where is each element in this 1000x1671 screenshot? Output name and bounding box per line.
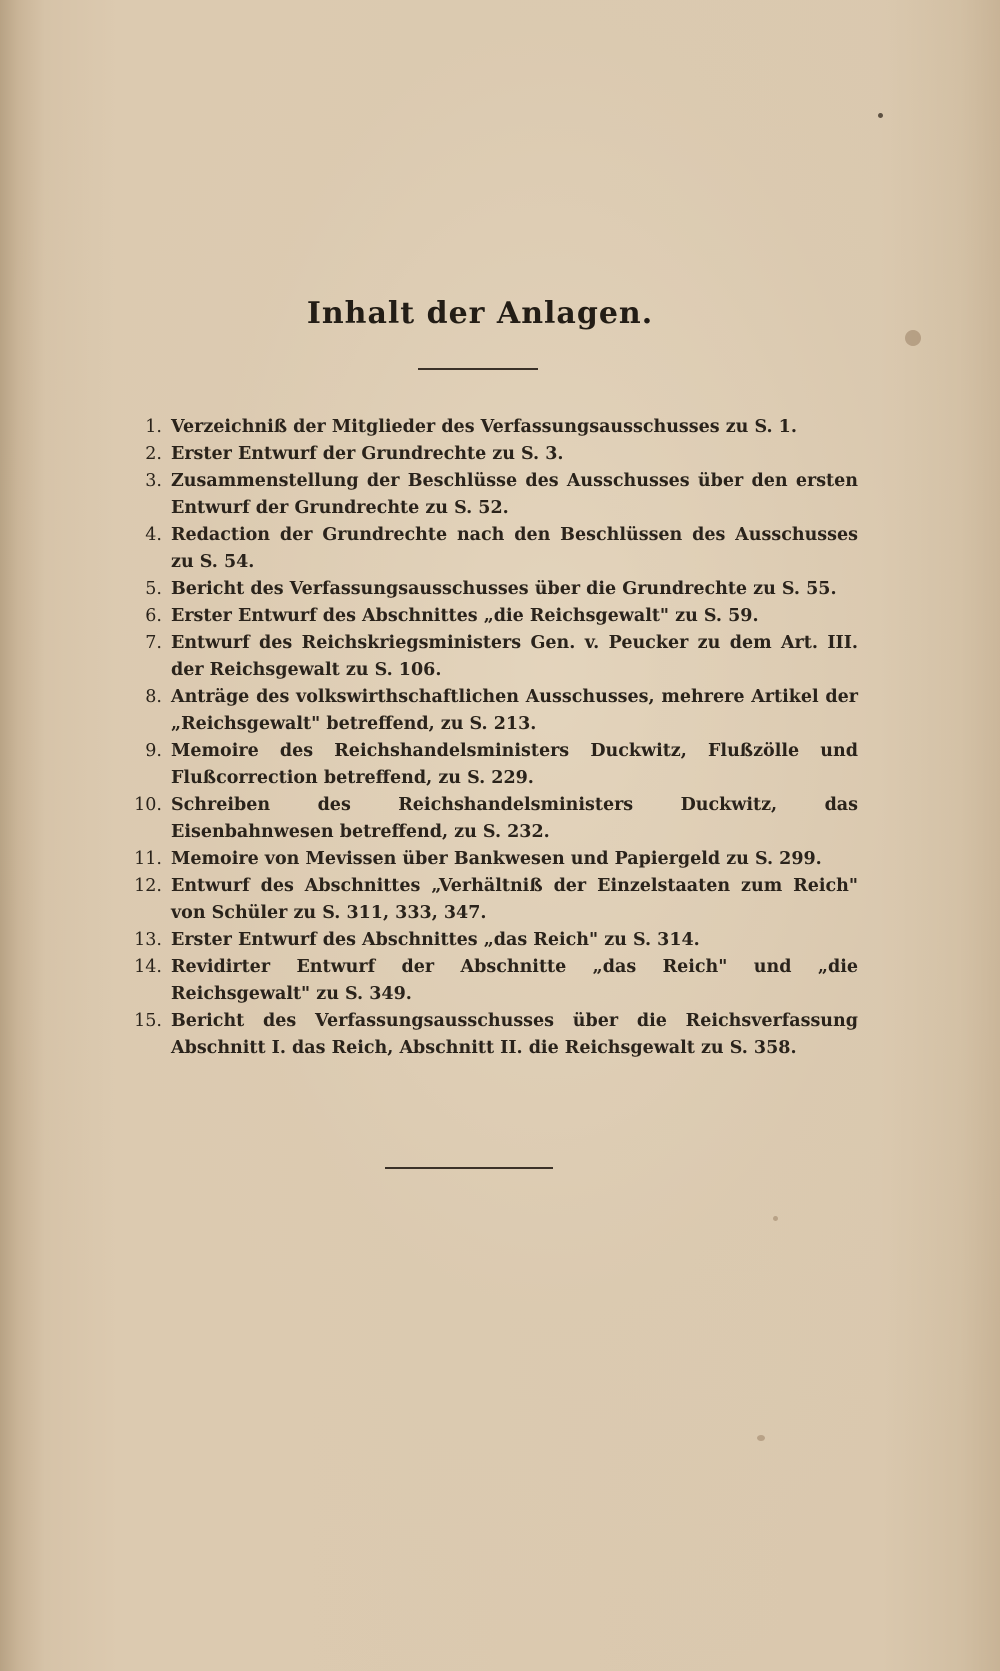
entry-number: 1. [145,417,162,437]
contents-list [118,414,858,1062]
entry-number: 7. [145,633,162,653]
entry-text: Entwurf des Abschnittes „Verhältniß der Einzelstaaten zum Reich" von Schüler zu S. 311, 333, 347. [171,876,858,923]
list-item [118,792,858,846]
entry-number: 14. [134,957,162,977]
entry-number: 11. [134,849,162,869]
entry-number: 15. [134,1011,162,1031]
list-item [118,738,858,792]
list-item [118,603,858,630]
list-item [118,873,858,927]
list-item [118,684,858,738]
entry-number: 6. [145,606,162,626]
entry-number: 4. [145,525,162,545]
entry-text: Anträge des volkswirthschaftlichen Ausschusses, mehrere Artikel der „Reichsgewalt" betreffend, zu S. 213. [171,687,858,734]
entry-text: Bericht des Verfassungsausschusses über die Grundrechte zu S. 55. [171,579,837,599]
closing-divider [385,1167,553,1169]
entry-text: Bericht des Verfassungsausschusses über die Reichsverfassung Abschnitt I. das Reich, Abschnitt II. die Reichsgewalt zu S. 358. [171,1011,858,1058]
stain-mark [773,1216,778,1221]
list-item [118,630,858,684]
entry-text: Memoire des Reichshandelsministers Duckwitz, Flußzölle und Flußcorrection betreffend, zu S. 229. [171,741,858,788]
entry-text: Memoire von Mevissen über Bankwesen und Papiergeld zu S. 299. [171,849,822,869]
list-item [118,954,858,1008]
list-item [118,522,858,576]
entry-number: 3. [145,471,162,491]
entry-text: Erster Entwurf des Abschnittes „das Reich" zu S. 314. [171,930,700,950]
list-item [118,576,858,603]
entry-text: Zusammenstellung der Beschlüsse des Ausschusses über den ersten Entwurf der Grundrechte zu S. 52. [171,471,858,518]
entry-number: 9. [145,741,162,761]
list-item [118,414,858,441]
entry-number: 2. [145,444,162,464]
entry-text: Schreiben des Reichshandelsministers Duckwitz, das Eisenbahnwesen betreffend, zu S. 232. [171,795,858,842]
list-item [118,468,858,522]
stain-mark [757,1435,765,1441]
entry-number: 8. [145,687,162,707]
entry-text: Verzeichniß der Mitglieder des Verfassungsausschusses zu S. 1. [171,417,797,437]
entry-text: Redaction der Grundrechte nach den Beschlüssen des Ausschusses zu S. 54. [171,525,858,572]
page-title: Inhalt der Anlagen. [306,296,654,331]
entry-text: Entwurf des Reichskriegsministers Gen. v. Peucker zu dem Art. III. der Reichsgewalt zu S. 106. [171,633,858,680]
list-item [118,846,858,873]
stain-mark [878,113,883,118]
list-item [118,1008,858,1062]
entry-text: Erster Entwurf der Grundrechte zu S. 3. [171,444,564,464]
list-item [118,441,858,468]
entry-text: Revidirter Entwurf der Abschnitte „das Reich" und „die Reichsgewalt" zu S. 349. [171,957,858,1004]
entry-number: 13. [134,930,162,950]
entry-number: 5. [145,579,162,599]
entry-number: 12. [134,876,162,896]
entry-number: 10. [134,795,162,815]
stain-mark [905,330,921,346]
entry-text: Erster Entwurf des Abschnittes „die Reichsgewalt" zu S. 59. [171,606,759,626]
list-item [118,927,858,954]
title-divider [418,368,538,370]
